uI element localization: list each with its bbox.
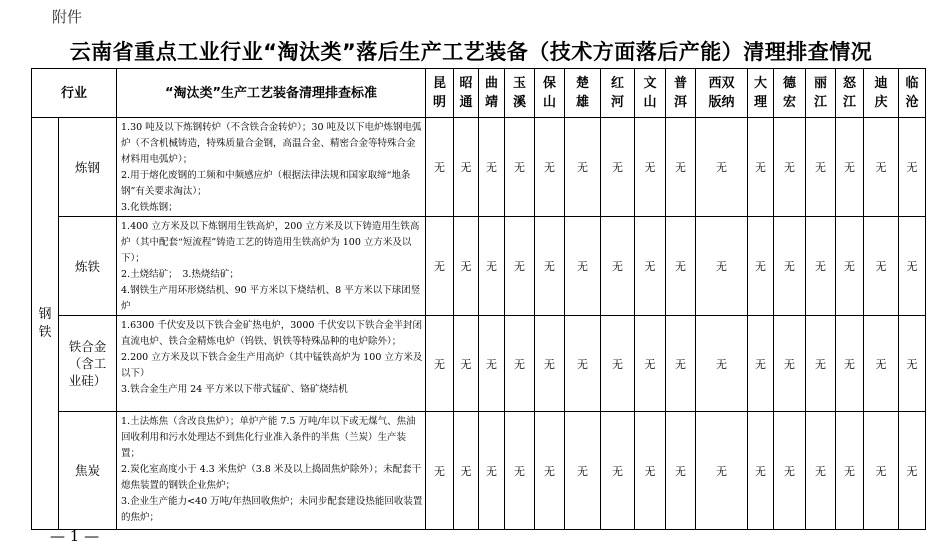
value-cell: 无 <box>601 412 635 530</box>
value-cell: 无 <box>635 316 666 412</box>
header-city-line: 楚 <box>575 76 589 91</box>
value-cell: 无 <box>836 412 864 530</box>
value-cell: 无 <box>505 217 535 316</box>
header-city-line: 怒 <box>842 76 856 91</box>
value-cell: 无 <box>565 118 601 217</box>
header-city-line: 通 <box>459 95 473 110</box>
standard-cell <box>117 316 426 412</box>
value-cell: 无 <box>454 118 479 217</box>
subcategory-cell <box>59 316 117 412</box>
header-city <box>505 69 535 118</box>
value-cell: 无 <box>864 217 899 316</box>
header-city <box>806 69 836 118</box>
header-city-line: 德 <box>782 76 796 91</box>
standard-item: 4.钢铁生产用环形烧结机、90 平方米以下烧结机、8 平方米以下球团竖炉 <box>121 285 421 312</box>
attachment-label: 附件 <box>52 8 83 26</box>
standard-item: 3.铁合金生产用 24 平方米以下带式锰矿、铬矿烧结机 <box>121 384 348 395</box>
subcategory-line: （含工 <box>68 356 107 371</box>
header-city-line: 临 <box>905 76 919 91</box>
value-cell: 无 <box>774 412 806 530</box>
header-city-line: 江 <box>842 95 856 110</box>
value-cell: 无 <box>666 217 696 316</box>
value-cell: 无 <box>836 118 864 217</box>
value-cell: 无 <box>696 412 748 530</box>
table-row <box>32 412 926 530</box>
value-cell: 无 <box>696 316 748 412</box>
page-title: 云南省重点工业行业“淘汰类”落后生产工艺装备（技术方面落后产能）清理排查情况 <box>69 40 873 64</box>
value-cell: 无 <box>601 316 635 412</box>
standard-item: 1.400 立方米及以下炼钢用生铁高炉，200 立方米及以下铸造用生铁高炉（其中配套“短流程”铸造工艺的铸造用生铁高炉为 100 立方米及以下）； <box>121 221 420 264</box>
header-city-line: 保 <box>542 76 556 91</box>
header-city <box>666 69 696 118</box>
value-cell: 无 <box>696 217 748 316</box>
value-cell: 无 <box>666 118 696 217</box>
value-cell: 无 <box>806 316 836 412</box>
category-cell <box>32 118 59 530</box>
value-cell: 无 <box>774 118 806 217</box>
value-cell: 无 <box>426 316 454 412</box>
standard-item: 3.企业生产能力<40 万吨/年热回收焦炉；未同步配套建设热能回收装置的焦炉； <box>121 496 423 523</box>
header-city-line: 雄 <box>575 95 589 110</box>
value-cell: 无 <box>601 217 635 316</box>
value-cell: 无 <box>899 217 926 316</box>
header-city <box>601 69 635 118</box>
header-city <box>454 69 479 118</box>
value-cell: 无 <box>565 412 601 530</box>
subcategory-line: 炼铁 <box>74 258 100 274</box>
category-char: 铁 <box>38 324 52 340</box>
subcategory-line: 焦炭 <box>74 463 100 478</box>
value-cell: 无 <box>748 316 774 412</box>
subcategory-line: 业硅） <box>68 373 107 388</box>
value-cell: 无 <box>535 118 565 217</box>
value-cell: 无 <box>479 217 505 316</box>
value-cell: 无 <box>864 118 899 217</box>
header-city-line: 玉 <box>512 76 526 91</box>
value-cell: 无 <box>864 316 899 412</box>
header-city-line: 明 <box>432 95 446 110</box>
subcategory-cell <box>59 118 117 217</box>
header-city <box>748 69 774 118</box>
value-cell: 无 <box>565 316 601 412</box>
header-city-line: 普 <box>673 76 687 91</box>
standard-item: 1.30 吨及以下炼钢转炉（不含铁合金转炉）；30 吨及以下电炉炼钢电弧炉（不含机械铸造，特殊质量合金钢，高温合金、精密合金等特殊合金材料用电弧炉）； <box>121 122 422 165</box>
standard-cell <box>117 217 426 316</box>
value-cell: 无 <box>535 217 565 316</box>
header-city-line: 迪 <box>874 76 888 91</box>
value-cell: 无 <box>426 217 454 316</box>
value-cell: 无 <box>635 118 666 217</box>
inspection-table <box>31 68 926 530</box>
header-city <box>479 69 505 118</box>
value-cell: 无 <box>454 412 479 530</box>
header-city <box>696 69 748 118</box>
value-cell: 无 <box>479 412 505 530</box>
value-cell: 无 <box>899 412 926 530</box>
header-city <box>836 69 864 118</box>
value-cell: 无 <box>899 118 926 217</box>
value-cell: 无 <box>535 316 565 412</box>
header-city-line: 大 <box>753 76 767 91</box>
standard-item: 3.化铁炼钢； <box>121 202 178 213</box>
value-cell: 无 <box>774 316 806 412</box>
header-standard: “淘汰类”生产工艺装备清理排查标准 <box>117 69 426 118</box>
value-cell: 无 <box>806 412 836 530</box>
value-cell: 无 <box>635 412 666 530</box>
standard-cell <box>117 118 426 217</box>
category-char: 钢 <box>38 306 52 322</box>
value-cell: 无 <box>666 316 696 412</box>
header-city-line: 山 <box>542 95 556 110</box>
table-row <box>32 316 926 412</box>
header-city-line: 丽 <box>813 76 827 91</box>
header-city-line: 河 <box>610 95 624 110</box>
header-city-line: 山 <box>643 95 657 110</box>
header-city-line: 曲 <box>484 76 498 91</box>
value-cell: 无 <box>666 412 696 530</box>
value-cell: 无 <box>864 412 899 530</box>
header-city-line: 红 <box>610 76 624 91</box>
standard-cell <box>117 412 426 530</box>
value-cell: 无 <box>505 118 535 217</box>
value-cell: 无 <box>836 217 864 316</box>
value-cell: 无 <box>565 217 601 316</box>
header-row <box>32 69 926 118</box>
header-city <box>899 69 926 118</box>
header-city-line: 江 <box>813 95 827 110</box>
subcategory-cell <box>59 217 117 316</box>
table-row <box>32 118 926 217</box>
header-city-line: 靖 <box>484 95 498 110</box>
value-cell: 无 <box>806 217 836 316</box>
value-cell: 无 <box>505 316 535 412</box>
header-city-line: 西双 <box>708 76 735 91</box>
header-industry: 行业 <box>32 69 117 118</box>
table-row <box>32 217 926 316</box>
standard-item: 2.土烧结矿； 3.热烧结矿； <box>121 269 239 280</box>
value-cell: 无 <box>505 412 535 530</box>
standard-item: 1.6300 千伏安及以下铁合金矿热电炉，3000 千伏安以下铁合金半封闭直流电炉、铁合金精炼电炉（钨铁、钒铁等特殊品种的电炉除外）； <box>121 320 422 347</box>
value-cell: 无 <box>806 118 836 217</box>
header-city <box>535 69 565 118</box>
header-city <box>635 69 666 118</box>
value-cell: 无 <box>535 412 565 530</box>
value-cell: 无 <box>635 217 666 316</box>
value-cell: 无 <box>426 118 454 217</box>
header-city-line: 昭 <box>459 76 473 91</box>
standard-item: 1.土法炼焦（含改良焦炉）；单炉产能 7.5 万吨/年以下或无煤气、焦油回收利用和污水处理达不到焦化行业准入条件的半焦（兰炭）生产装置； <box>121 416 416 459</box>
value-cell: 无 <box>696 118 748 217</box>
header-city <box>426 69 454 118</box>
value-cell: 无 <box>601 118 635 217</box>
header-city <box>864 69 899 118</box>
header-city <box>774 69 806 118</box>
standard-item: 2.炭化室高度小于 4.3 米焦炉（3.8 米及以上捣固焦炉除外）；未配套干熄焦装置的钢铁企业焦炉； <box>121 464 422 491</box>
value-cell: 无 <box>748 217 774 316</box>
subcategory-line: 炼钢 <box>74 159 100 175</box>
standard-item: 2.用于熔化废钢的工频和中频感应炉（根据法律法规和国家取缔“地条钢”有关要求淘汰）； <box>121 170 411 197</box>
value-cell: 无 <box>748 118 774 217</box>
value-cell: 无 <box>479 316 505 412</box>
value-cell: 无 <box>774 217 806 316</box>
value-cell: 无 <box>454 217 479 316</box>
header-city-line: 洱 <box>673 95 687 110</box>
header-city-line: 溪 <box>512 95 526 110</box>
standard-item: 2.200 立方米及以下铁合金生产用高炉（其中锰铁高炉为 100 立方米及以下） <box>121 352 423 379</box>
header-city-line: 文 <box>643 76 657 91</box>
header-city-line: 版纳 <box>708 95 735 110</box>
page-number: — 1 — <box>50 527 100 545</box>
subcategory-cell <box>59 412 117 530</box>
header-city-line: 宏 <box>782 95 796 110</box>
value-cell: 无 <box>748 412 774 530</box>
value-cell: 无 <box>899 316 926 412</box>
header-city-line: 庆 <box>874 95 888 110</box>
value-cell: 无 <box>426 412 454 530</box>
header-city-line: 昆 <box>432 76 446 91</box>
value-cell: 无 <box>454 316 479 412</box>
header-city <box>565 69 601 118</box>
subcategory-line: 铁合金 <box>68 339 107 354</box>
value-cell: 无 <box>479 118 505 217</box>
header-city-line: 沧 <box>905 95 919 110</box>
value-cell: 无 <box>836 316 864 412</box>
header-city-line: 理 <box>753 95 767 110</box>
